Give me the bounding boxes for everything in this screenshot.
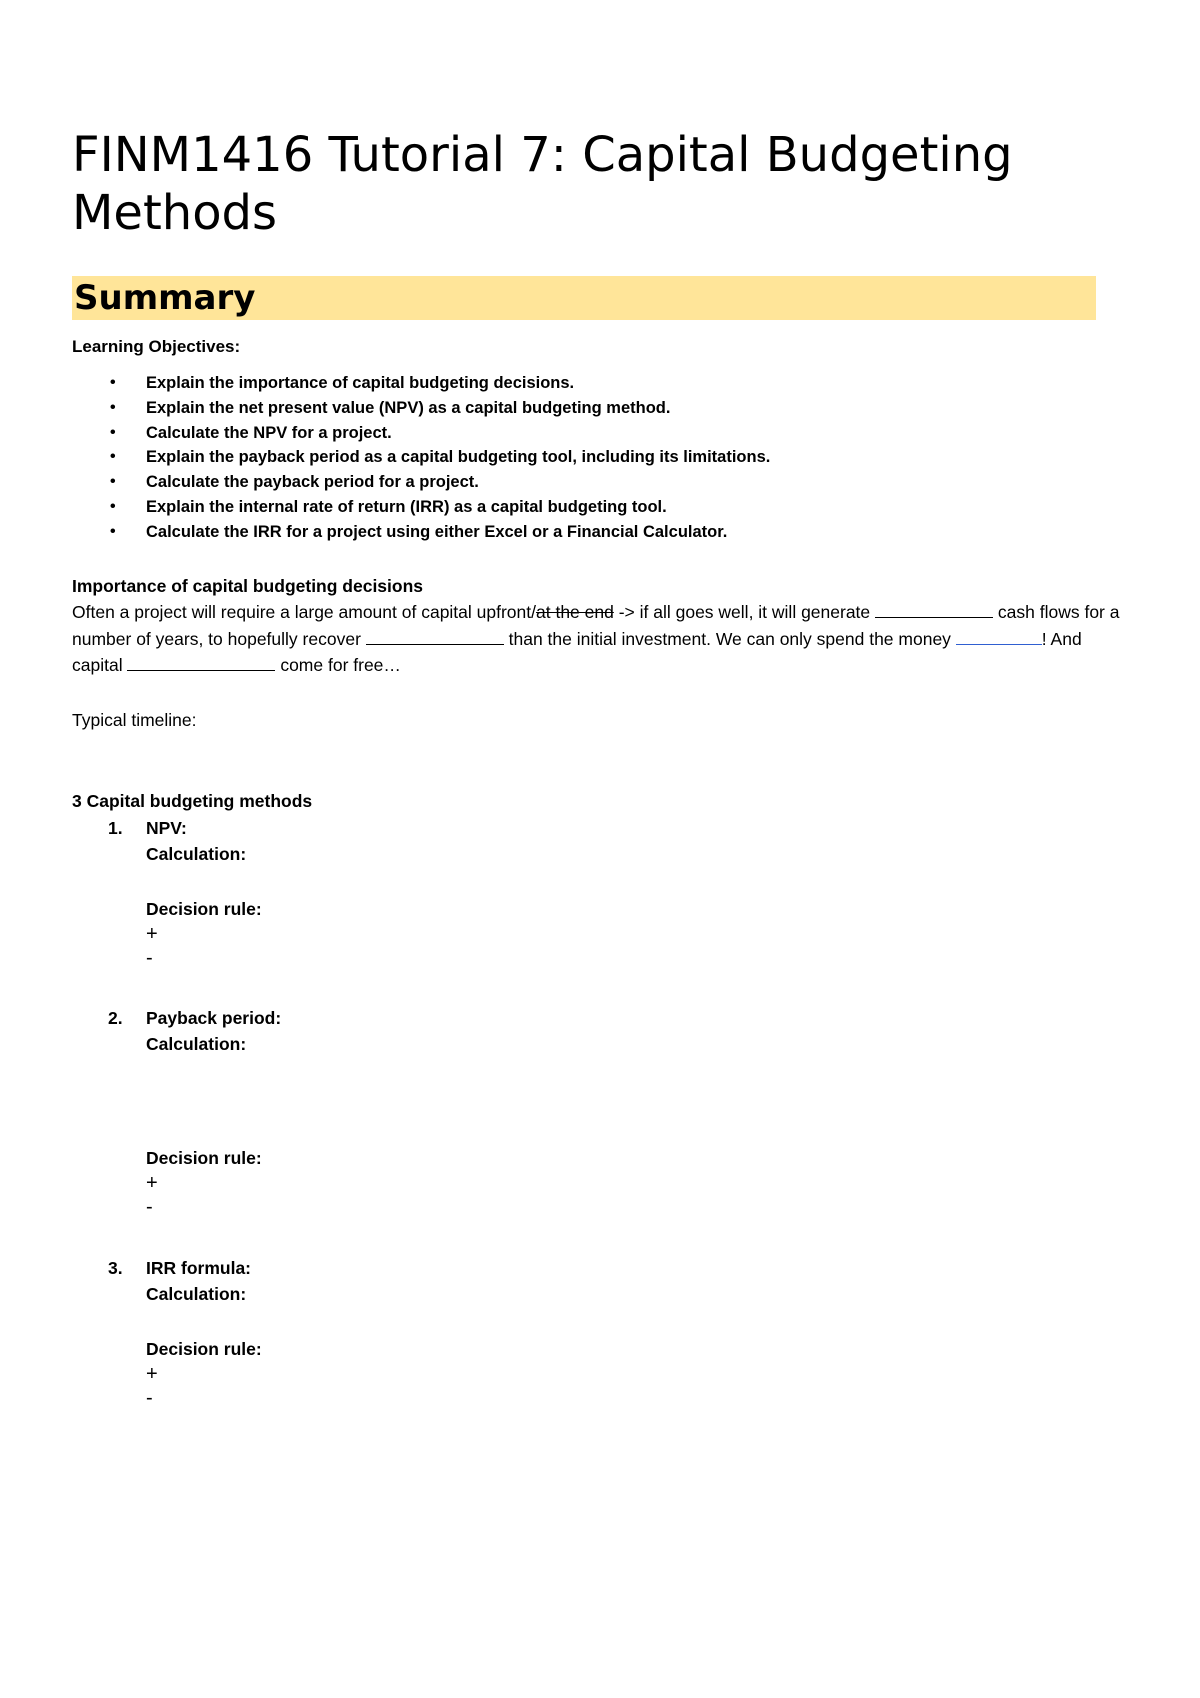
objective-text: Explain the net present value (NPV) as a capital budgeting method. [146, 398, 671, 417]
fill-in-blank [127, 653, 275, 671]
learning-objectives-heading: Learning Objectives: [72, 337, 241, 356]
fill-in-blank [875, 600, 993, 618]
list-item [110, 396, 770, 421]
fill-in-blank [366, 627, 504, 645]
strikethrough-text: at the end [536, 602, 614, 622]
bullet-icon: • [110, 473, 116, 491]
plus-sign: + [146, 1172, 158, 1194]
method-name: IRR formula: [146, 1258, 251, 1278]
list-item [110, 371, 770, 396]
method-number: 1. [108, 818, 123, 838]
typical-timeline-label: Typical timeline: [72, 710, 197, 730]
calculation-label: Calculation: [146, 1034, 247, 1054]
importance-text-3: cash flows for a number of years, to hopefully recover [72, 602, 1120, 649]
objective-text: Explain the importance of capital budgeting decisions. [146, 374, 575, 392]
importance-text-1: Often a project will require a large amount of capital upfront/ [72, 602, 536, 622]
decision-rule-label: Decision rule: [146, 1339, 262, 1359]
calculation-label: Calculation: [146, 1284, 247, 1304]
decision-rule-label: Decision rule: [146, 1148, 262, 1168]
decision-rule-label: Decision rule: [146, 899, 262, 919]
importance-heading: Importance of capital budgeting decisions [72, 576, 424, 596]
minus-sign: - [146, 1387, 153, 1409]
importance-text-6: come for free… [275, 655, 401, 675]
bullet-icon: • [110, 374, 116, 391]
method-number: 3. [108, 1258, 123, 1278]
list-item [110, 445, 770, 470]
importance-text-5: ! And capital [72, 628, 1082, 675]
summary-heading: Summary [74, 278, 256, 318]
importance-text-4: than the initial investment. We can only spend the money [503, 628, 956, 649]
minus-sign: - [146, 1196, 153, 1218]
methods-heading: 3 Capital budgeting methods [72, 791, 313, 811]
bullet-icon: • [110, 423, 116, 441]
importance-paragraph [72, 599, 1132, 679]
method-name: Payback period: [146, 1008, 282, 1028]
list-item [110, 470, 770, 495]
objective-text: Explain the internal rate of return (IRR) as a capital budgeting tool. [146, 497, 667, 516]
list-item [110, 421, 770, 446]
bullet-icon: • [110, 497, 116, 515]
method-name: NPV: [146, 818, 187, 838]
bullet-icon: • [110, 522, 116, 540]
minus-sign: - [146, 947, 153, 969]
method-number: 2. [108, 1008, 123, 1028]
bullet-icon: • [110, 448, 116, 466]
objective-text: Explain the payback period as a capital budgeting tool, including its limitations. [146, 448, 771, 467]
objective-text: Calculate the NPV for a project. [146, 423, 392, 442]
list-item [110, 495, 770, 520]
bullet-icon: • [110, 398, 116, 416]
plus-sign: + [146, 1363, 158, 1385]
learning-objectives-list [110, 371, 770, 545]
calculation-label: Calculation: [146, 844, 247, 864]
importance-text-2: -> if all goes well, it will generate [613, 602, 876, 622]
fill-in-blank-link [956, 627, 1042, 645]
objective-text: Calculate the payback period for a project. [146, 473, 479, 492]
document-title: FINM1416 Tutorial 7: Capital Budgeting Methods [72, 127, 1013, 241]
list-item [110, 520, 770, 545]
objective-text: Calculate the IRR for a project using either Excel or a Financial Calculator. [146, 522, 728, 541]
plus-sign: + [146, 923, 158, 945]
